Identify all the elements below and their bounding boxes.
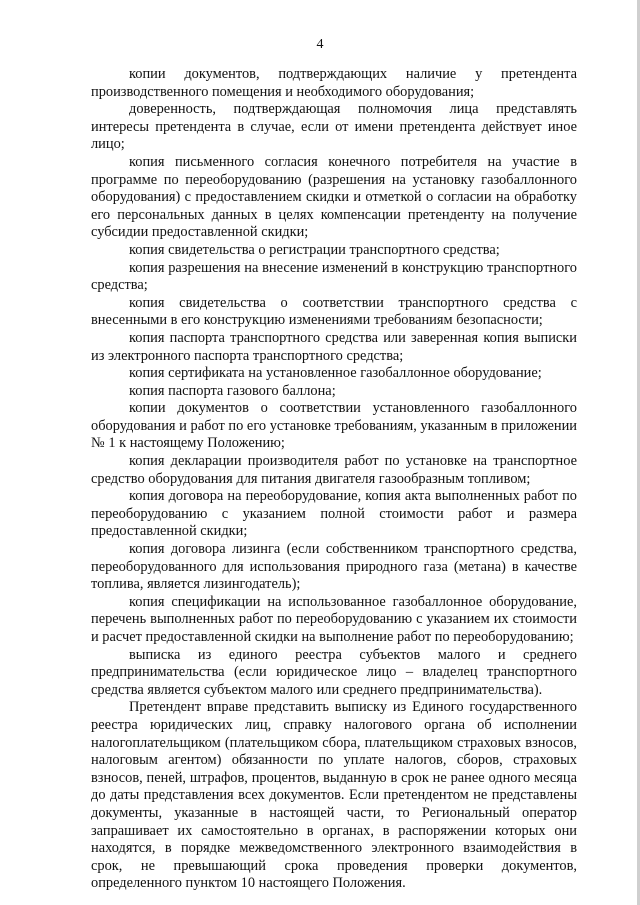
- paragraph: копия договора лизинга (если собственником транспортного средства, переоборудованного для использования природного газа (метана) в качестве топлива, является лизингодатель);: [91, 541, 577, 593]
- paragraph: копия паспорта транспортного средства или заверенная копия выписки из электронного паспорта транспортного средства;: [91, 329, 577, 364]
- paragraph: копия свидетельства о соответствии транспортного средства с внесенными в его конструкцию изменениями требованиям безопасности;: [91, 294, 577, 329]
- paragraph: копия договора на переоборудование, копия акта выполненных работ по переоборудованию с указанием полной стоимости работ и размера предоставленной скидки;: [91, 488, 577, 540]
- paragraph: копия свидетельства о регистрации транспортного средства;: [129, 241, 500, 258]
- document-body: [91, 66, 577, 893]
- paragraph: копии документов, подтверждающих наличие у претендента производственного помещения и необходимого оборудования;: [91, 66, 577, 100]
- paragraph: выписка из единого реестра субъектов малого и среднего предпринимательства (если юридическое лицо – владелец транспортного средства является субъектом малого или среднего предпринимательства).: [91, 646, 577, 698]
- paragraph: копия декларации производителя работ по установке на транспортное средство оборудования для питания двигателя газообразным топливом;: [91, 453, 577, 487]
- paragraph: доверенность, подтверждающая полномочия лица представлять интересы претендента в случае, если от имени претендента действует иное лицо;: [91, 101, 577, 153]
- page-number: 4: [316, 37, 324, 52]
- paragraph: копии документов о соответствии установленного газобаллонного оборудования и работ по его установке требованиям, указанным в приложении № 1 к настоящему Положению;: [91, 400, 577, 452]
- paragraph: копия сертификата на установленное газобаллонное оборудование;: [129, 365, 542, 382]
- paragraph: Претендент вправе представить выписку из Единого государственного реестра юридических лиц, справку налогового органа об исполнении налогоплательщиком (плательщиком сбора, плательщиком страховых взносов, налоговым агентом) обязанности по уплате налогов, сборов, страховых взносов, пеней, штрафов, процентов, выданную в срок не ранее одного месяца до даты представления всех документов. Если претендентом не представлены документы, указанные в настоящей части, то Региональный оператор запрашивает их самостоятельно в органах, в распоряжении которых они находятся, в порядке межведомственного электронного взаимодействия в срок, не превышающий срока проведения проверки документов, определенного пунктом 10 настоящего Положения.: [91, 699, 577, 892]
- paragraph: копия паспорта газового баллона;: [129, 382, 336, 399]
- paragraph: копия письменного согласия конечного потребителя на участие в программе по переоборудованию (разрешения на установку газобаллонного оборудования) с предоставлением скидки и отметкой о согласии на обработку его персональных данных в целях компенсации претенденту на получение субсидии предоставленной скидки;: [91, 153, 577, 241]
- paragraph: копия спецификации на использованное газобаллонное оборудование, перечень выполненных работ по переоборудованию с указанием их стоимости и расчет предоставленной скидки на выполнение работ по переоборудованию;: [91, 593, 577, 645]
- paragraph: копия разрешения на внесение изменений в конструкцию транспортного средства;: [91, 259, 577, 294]
